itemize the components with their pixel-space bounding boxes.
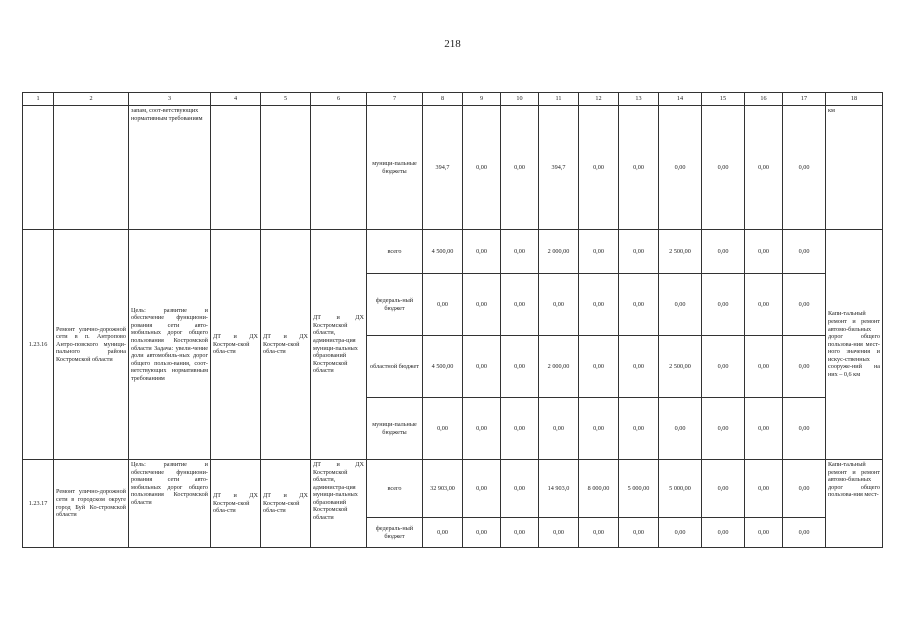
value-cell: 0,00	[702, 336, 745, 398]
value-cell: 0,00	[619, 518, 659, 548]
value-cell: 0,00	[702, 106, 745, 230]
entry-number: 1.23.16	[23, 230, 54, 460]
header-cell: 2	[54, 93, 129, 106]
value-cell: 0,00	[501, 336, 539, 398]
entry-participants: ДТ и ДХ Костромской области, администра-ция муници-пальных образований Костромской области	[311, 230, 367, 460]
value-cell: 0,00	[579, 336, 619, 398]
value-cell: 0,00	[702, 518, 745, 548]
value-cell: 0,00	[619, 274, 659, 336]
value-cell: 0,00	[579, 230, 619, 274]
value-cell: 0,00	[619, 106, 659, 230]
value-cell: 0,00	[501, 518, 539, 548]
value-cell: 0,00	[539, 398, 579, 460]
value-cell: 0,00	[579, 106, 619, 230]
header-cell: 11	[539, 93, 579, 106]
cont-result-cell: км	[826, 106, 883, 230]
value-cell: 0,00	[463, 460, 501, 518]
program-table	[22, 92, 883, 548]
value-cell: 0,00	[501, 398, 539, 460]
value-cell: 0,00	[579, 274, 619, 336]
entry-name: Ремонт улично-дорожной сети в п. Антропово Антро-повского муници-пального района Костромской области	[54, 230, 129, 460]
value-cell: 0,00	[579, 398, 619, 460]
value-cell: 0,00	[745, 460, 783, 518]
value-cell: 0,00	[745, 274, 783, 336]
value-cell: 0,00	[745, 336, 783, 398]
value-cell: 0,00	[783, 106, 826, 230]
header-cell: 3	[129, 93, 211, 106]
value-cell: 2 000,00	[539, 230, 579, 274]
value-cell: 8 000,00	[579, 460, 619, 518]
header-cell: 12	[579, 93, 619, 106]
funding-source: областной бюджет	[367, 336, 423, 398]
value-cell: 0,00	[463, 230, 501, 274]
value-cell: 0,00	[745, 106, 783, 230]
value-cell: 5 000,00	[619, 460, 659, 518]
cont-purpose-cell: запам, соот-ветствующих нормативным требованиям	[129, 106, 211, 230]
entry-purpose: Цель: развитие и обеспечение функциони-рования сети авто-мобильных дорог общего пользования Костромской области	[129, 460, 211, 548]
header-cell: 13	[619, 93, 659, 106]
value-cell: 0,00	[702, 398, 745, 460]
value-cell: 0,00	[783, 460, 826, 518]
entry-result: Капи-тальный ремонт и ремонт автомо-бильных дорог общего пользова-ния мест-	[826, 460, 883, 548]
value-cell: 2 000,00	[539, 336, 579, 398]
table-row	[23, 230, 883, 274]
value-cell: 0,00	[659, 398, 702, 460]
value-cell: 0,00	[423, 398, 463, 460]
table-row	[23, 460, 883, 518]
value-cell: 0,00	[745, 398, 783, 460]
header-cell: 9	[463, 93, 501, 106]
value-cell: 394,7	[539, 106, 579, 230]
value-cell: 0,00	[702, 230, 745, 274]
header-cell: 14	[659, 93, 702, 106]
funding-source: муници-пальные бюджеты	[367, 398, 423, 460]
value-cell: 0,00	[783, 230, 826, 274]
entry-name: Ремонт улично-дорожной сети в городском округе город Буй Ко-стромской области	[54, 460, 129, 548]
entry-number: 1.23.17	[23, 460, 54, 548]
value-cell: 0,00	[463, 398, 501, 460]
value-cell: 14 903,0	[539, 460, 579, 518]
value-cell: 4 500,00	[423, 230, 463, 274]
entry-participants: ДТ и ДХ Костромской области, администра-ция муници-пальных образований Костромской области	[311, 460, 367, 548]
value-cell: 0,00	[423, 274, 463, 336]
value-cell: 0,00	[539, 518, 579, 548]
value-cell: 0,00	[659, 106, 702, 230]
value-cell: 0,00	[501, 274, 539, 336]
funding-source: всего	[367, 230, 423, 274]
entry-executor: ДТ и ДХ Костром-ской обла-сти	[261, 230, 311, 460]
value-cell: 0,00	[783, 398, 826, 460]
value-cell: 0,00	[783, 518, 826, 548]
cont-name-cell	[54, 106, 129, 230]
header-cell: 6	[311, 93, 367, 106]
funding-source: муници-пальные бюджеты	[367, 106, 423, 230]
header-cell: 17	[783, 93, 826, 106]
funding-source: федераль-ный бюджет	[367, 274, 423, 336]
header-cell: 16	[745, 93, 783, 106]
page-number: 218	[444, 38, 461, 50]
value-cell: 2 500,00	[659, 336, 702, 398]
header-cell: 7	[367, 93, 423, 106]
value-cell: 0,00	[702, 274, 745, 336]
value-cell: 0,00	[659, 274, 702, 336]
value-cell: 2 500,00	[659, 230, 702, 274]
value-cell: 0,00	[423, 518, 463, 548]
entry-executor: ДТ и ДХ Костром-ской обла-сти	[261, 460, 311, 548]
cont-participants-cell	[311, 106, 367, 230]
value-cell: 0,00	[501, 230, 539, 274]
value-cell: 0,00	[619, 230, 659, 274]
entry-customer: ДТ и ДХ Костром-ской обла-сти	[211, 460, 261, 548]
value-cell: 4 500,00	[423, 336, 463, 398]
header-cell: 8	[423, 93, 463, 106]
value-cell: 0,00	[702, 460, 745, 518]
funding-source: всего	[367, 460, 423, 518]
funding-source: федераль-ный бюджет	[367, 518, 423, 548]
value-cell: 0,00	[463, 106, 501, 230]
value-cell: 0,00	[463, 518, 501, 548]
entry-purpose: Цель: развитие и обеспечение функциони-рования сети авто-мобильных дорог общего пользования Костромской области Задача: увели-чение доли автомобиль-ных дорог общего пользо-вания, соот-ветствующих нормативным требованиям	[129, 230, 211, 460]
value-cell: 0,00	[619, 398, 659, 460]
entry-result: Капи-тальный ремонт и ремонт автомо-бильных дорог общего пользова-ния мест-ного значения и искус-ственных сооруже-ний на них – 0,6 км	[826, 230, 883, 460]
value-cell: 0,00	[619, 336, 659, 398]
value-cell: 5 000,00	[659, 460, 702, 518]
value-cell: 0,00	[463, 336, 501, 398]
header-cell: 4	[211, 93, 261, 106]
cont-executor-cell	[261, 106, 311, 230]
header-cell: 10	[501, 93, 539, 106]
value-cell: 0,00	[579, 518, 619, 548]
value-cell: 0,00	[501, 106, 539, 230]
value-cell: 32 903,00	[423, 460, 463, 518]
cont-customer-cell	[211, 106, 261, 230]
value-cell: 0,00	[783, 336, 826, 398]
continuation-row	[23, 106, 883, 230]
value-cell: 0,00	[463, 274, 501, 336]
value-cell: 0,00	[539, 274, 579, 336]
value-cell: 0,00	[745, 518, 783, 548]
header-cell: 18	[826, 93, 883, 106]
entry-customer: ДТ и ДХ Костром-ской обла-сти	[211, 230, 261, 460]
value-cell: 394,7	[423, 106, 463, 230]
value-cell: 0,00	[659, 518, 702, 548]
value-cell: 0,00	[783, 274, 826, 336]
header-cell: 15	[702, 93, 745, 106]
header-cell: 5	[261, 93, 311, 106]
cont-num-cell	[23, 106, 54, 230]
value-cell: 0,00	[745, 230, 783, 274]
header-row	[23, 93, 883, 106]
header-cell: 1	[23, 93, 54, 106]
value-cell: 0,00	[501, 460, 539, 518]
